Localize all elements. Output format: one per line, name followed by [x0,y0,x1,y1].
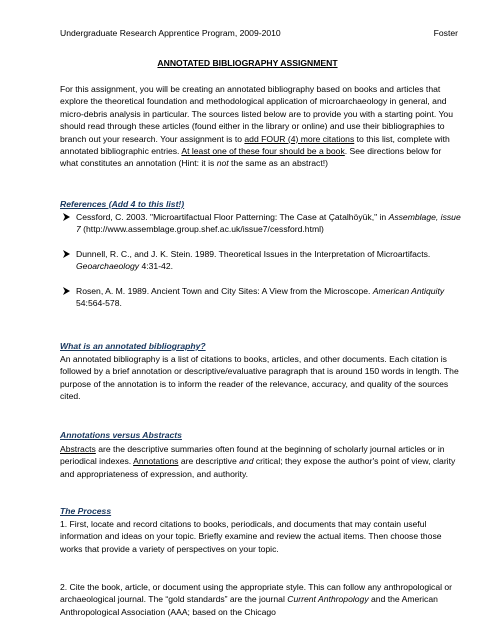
annotations-heading: Annotations versus Abstracts [60,430,182,440]
intro-italic: not [216,158,229,169]
page-title: ANNOTATED BIBLIOGRAPHY ASSIGNMENT [157,58,338,68]
references-heading: References (Add 4 to this list!) [60,199,185,209]
process-text: 2. Cite the book, article, or document using the appropriate style. This can follow any anthropological or archaeological journal. The “gold standards” are the journal [60,582,453,605]
intro-emphasis: At least one of these four should be a book [181,146,345,157]
reference-item [76,211,466,236]
reference-journal: Geoarchaeology [76,261,140,272]
arrow-bullet-icon [62,285,72,297]
page-header [60,27,458,39]
annotations-text: are descriptive [178,456,240,467]
reference-text: (http://www.assemblage.group.shef.ac.uk/issue7/cessford.html) [80,224,324,235]
process-italic: Current Anthropology [287,594,369,605]
process-heading: The Process [60,506,112,516]
intro-text: . See directions below for what constitutes an annotation (Hint: it is [60,146,442,169]
what-is-heading: What is an annotated bibliography? [60,341,206,351]
intro-text: For this assignment, you will be creating an annotated bibliography based on books and articles that explore the theoretical foundation and methodological application of microarchaeology in general, and micro-debris analysis in particular. The sources listed below are to provide you with a starting point. You should read through these articles (found either in the library or online) and use their bibliographies to branch out your research. Your assignment is to [60,84,453,144]
what-is-paragraph: An annotated bibliography is a list of citations to books, articles, and other documents. Each citation is followed by a brief annotation or descriptive/evaluative paragraph that is around 150 words in length. The purpose of the annotation is to inform the reader of the relevance, accuracy, and quality of the sources cited. [60,354,459,402]
header-right: Foster [433,28,458,38]
annotations-text: are the descriptive summaries often found at the beginning of scholarly journal articles or in periodical indexes. [60,444,445,467]
intro-text: the same as an abstract!) [228,158,328,169]
reference-text: Rosen, A. M. 1989. Ancient Town and City Sites: A View from the Microscope. [76,286,373,296]
process-step-1: 1. First, locate and record citations to books, periodicals, and documents that may contain useful information and ideas on your topic. Briefly examine and review the actual items. Then choose those works that provide a variety of perspectives on your topic. [60,519,442,554]
process-step-2 [60,581,460,618]
term-annotations: Annotations [133,456,179,467]
term-abstracts: Abstracts [60,444,96,454]
reference-item [76,248,466,273]
intro-emphasis: add FOUR (4) more citations [244,133,355,144]
reference-text: 4:31-42. [139,261,173,272]
annotations-italic: and [239,456,254,467]
annotations-paragraph [60,443,460,480]
annotations-text: critical; they expose the author's point of view, clarity and appropriateness of expression, and authority. [60,456,456,479]
reference-text: 54:564-578. [76,298,122,309]
header-left: Undergraduate Research Apprentice Program, 2009-2010 [60,28,281,38]
arrow-bullet-icon [62,211,72,223]
process-text: and the American Anthropological Association (AAA; based on the Chicago [60,594,438,617]
intro-paragraph [60,83,460,170]
reference-journal: Assemblage, issue 7 [76,212,461,235]
reference-text: Dunnell, R. C., and J. K. Stein. 1989. Theoretical Issues in the Interpretation of Microartifacts. [76,249,431,259]
reference-text: Cessford, C. 2003. "Microartifactual Floor Patterning: The Case at Çatalhöyük," in [76,212,389,222]
intro-text: to this list, complete with annotated bibliographic entries. [60,133,450,157]
reference-item [76,285,466,310]
reference-journal: American Antiquity [372,286,445,296]
arrow-bullet-icon [62,248,72,260]
